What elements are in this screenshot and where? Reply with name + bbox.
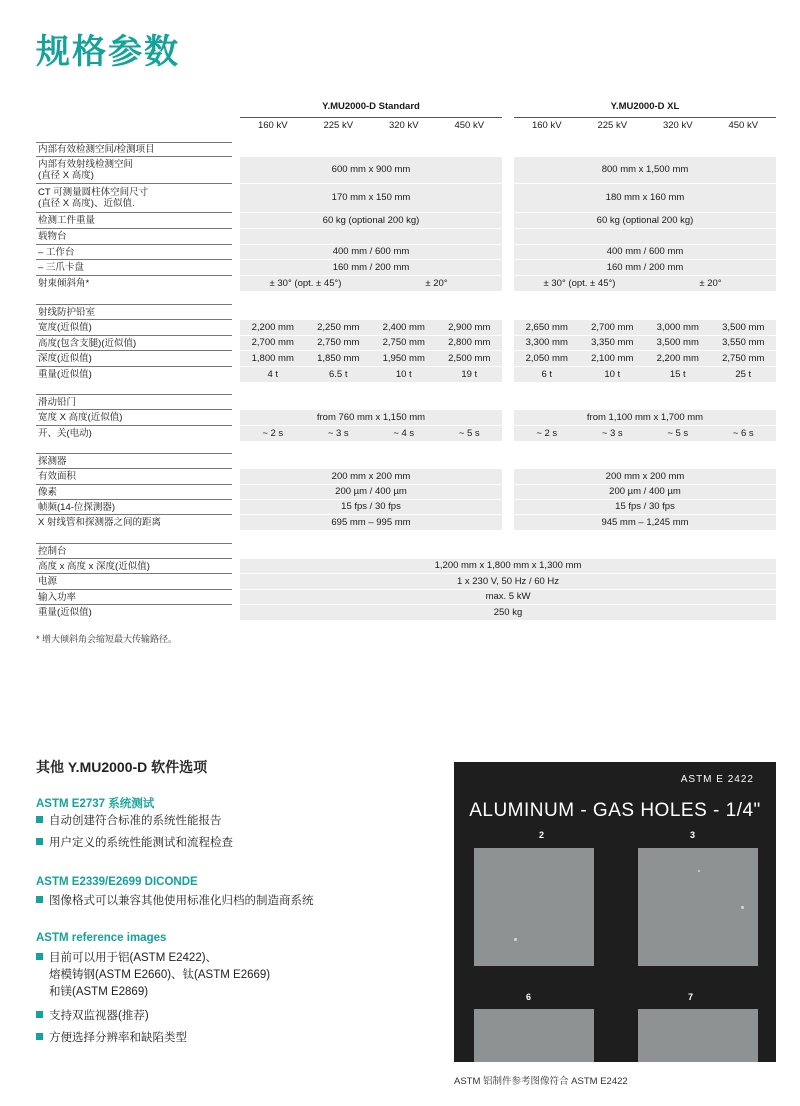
standard-value: 170 mm x 150 mm <box>331 192 411 203</box>
sample-plate <box>474 848 594 966</box>
kv-label: 320 kV <box>388 120 419 131</box>
astm-reference-image <box>454 762 776 1062</box>
xl-value: from 1,100 mm x 1,700 mm <box>586 411 704 423</box>
model-xl-header: Y.MU2000-D XL <box>610 101 680 112</box>
spec-row <box>36 366 776 382</box>
standard-value: ± 30° (opt. ± 45°) <box>269 277 342 289</box>
spec-row <box>36 514 776 530</box>
section-header <box>36 394 776 409</box>
spec-row <box>36 275 776 291</box>
row-label: – 工作台 <box>36 244 232 259</box>
standard-value: 2,750 mm <box>382 337 425 348</box>
list-item: 用户定义的系统性能测试和流程检查 <box>36 835 233 852</box>
xl-value: ~ 5 s <box>667 427 689 439</box>
xl-value: ~ 2 s <box>536 427 558 439</box>
spec-row <box>36 156 776 183</box>
standard-value: 200 mm x 200 mm <box>331 470 411 482</box>
standard-value: 60 kg (optional 200 kg) <box>322 214 420 226</box>
model-standard-header: Y.MU2000-D Standard <box>322 101 420 112</box>
spec-row <box>36 228 776 244</box>
xl-value: 400 mm / 600 mm <box>606 246 684 257</box>
list-item: 支持双监视器(推荐) <box>36 1008 149 1025</box>
subheading-astm-e2737: ASTM E2737 系统测试 <box>36 798 155 810</box>
xl-value: 2,700 mm <box>591 321 634 333</box>
section-title: 内部有效检测空间/检测项目 <box>36 142 232 156</box>
astm-title: ALUMINUM - GAS HOLES - 1/4" <box>469 800 761 821</box>
spec-row <box>36 573 776 589</box>
xl-value: ~ 3 s <box>601 427 623 439</box>
bullet-icon <box>36 953 43 960</box>
xl-value: 800 mm x 1,500 mm <box>601 164 689 175</box>
xl-value: 3,500 mm <box>722 321 765 333</box>
spec-row <box>36 484 776 499</box>
section-header <box>36 543 776 558</box>
xl-value: 25 t <box>735 368 752 380</box>
list-item: 目前可以用于铝(ASTM E2422)、 熔模铸钢(ASTM E2660)、钛(ASTM E2669) 和镁(ASTM E2869) <box>36 950 270 1001</box>
section-title: 射线防护铅室 <box>36 304 232 319</box>
spec-row <box>36 335 776 350</box>
row-label: 高度 x 高度 x 深度(近似值) <box>36 558 232 573</box>
plate-number: 2 <box>539 830 545 840</box>
list-item: 图像格式可以兼容其他使用标准化归档的制造商系统 <box>36 893 314 910</box>
spec-row <box>36 409 776 425</box>
section-title: 探测器 <box>36 453 232 468</box>
xl-value: 15 t <box>669 368 686 380</box>
bullet-icon <box>36 816 43 823</box>
row-label: – 三爪卡盘 <box>36 259 232 275</box>
xl-value: 160 mm / 200 mm <box>606 261 684 273</box>
xl-value: 2,200 mm <box>656 352 699 364</box>
standard-value: 160 mm / 200 mm <box>332 261 410 273</box>
kv-label: 160 kV <box>257 120 288 131</box>
section-header <box>36 142 776 156</box>
kv-row-standard <box>240 117 502 132</box>
standard-value: 6.5 t <box>329 368 348 380</box>
spec-row <box>36 244 776 259</box>
standard-value: 2,500 mm <box>448 352 491 364</box>
astm-code: ASTM E 2422 <box>680 774 754 785</box>
bullet-icon <box>36 896 43 903</box>
spec-row <box>36 604 776 620</box>
kv-label: 160 kV <box>531 120 562 131</box>
xl-value: 3,350 mm <box>591 337 634 348</box>
xl-value: 10 t <box>604 368 621 380</box>
kv-label: 225 kV <box>597 120 628 131</box>
xl-value: 6 t <box>541 368 553 380</box>
xl-value: ± 30° (opt. ± 45°) <box>543 277 616 289</box>
kv-row-xl <box>514 117 776 132</box>
xl-value: 2,650 mm <box>525 321 568 333</box>
subheading-diconde: ASTM E2339/E2699 DICONDE <box>36 876 198 888</box>
sample-plate <box>638 848 758 966</box>
standard-value: ~ 4 s <box>393 427 415 439</box>
spec-row <box>36 468 776 484</box>
row-label: 有效面积 <box>36 468 232 484</box>
row-label: X 射线管和探测器之间的距离 <box>36 514 232 530</box>
spec-row <box>36 259 776 275</box>
kv-label: 450 kV <box>728 120 759 131</box>
row-label: 宽度(近似值) <box>36 319 232 335</box>
standard-value: 200 µm / 400 µm <box>335 486 407 497</box>
sample-plate <box>638 1009 758 1062</box>
spec-row <box>36 558 776 573</box>
standard-value: ~ 2 s <box>262 427 284 439</box>
plate-number: 3 <box>690 830 696 840</box>
row-label: 重量(近似值) <box>36 366 232 382</box>
xl-value: 15 fps / 30 fps <box>615 501 675 512</box>
kv-label: 320 kV <box>662 120 693 131</box>
standard-value: 695 mm – 995 mm <box>331 516 411 528</box>
kv-label: 225 kV <box>323 120 354 131</box>
footnote: * 增大倾斜角会缩短最大传输路径。 <box>36 634 178 644</box>
row-label: 帧频(14-位探测器) <box>36 499 232 514</box>
row-label: 高度(包含支腿)(近似值) <box>36 335 232 350</box>
software-title: 其他 Y.MU2000-D 软件选项 <box>36 759 208 775</box>
xl-value: 3,550 mm <box>722 337 765 348</box>
standard-value: ± 20° <box>425 277 448 289</box>
row-label: 重量(近似值) <box>36 604 232 620</box>
xl-value: 3,300 mm <box>525 337 568 348</box>
xl-value: 200 mm x 200 mm <box>605 470 685 482</box>
spec-row <box>36 425 776 441</box>
xl-value: 3,500 mm <box>656 337 699 348</box>
standard-value: 15 fps / 30 fps <box>341 501 401 512</box>
standard-value: 2,800 mm <box>448 337 491 348</box>
standard-value: 4 t <box>267 368 279 380</box>
list-item: 方便选择分辨率和缺陷类型 <box>36 1030 187 1047</box>
xl-value: 3,000 mm <box>656 321 699 333</box>
standard-value: 600 mm x 900 mm <box>331 164 411 175</box>
xl-value: 60 kg (optional 200 kg) <box>596 214 694 226</box>
standard-value: 2,250 mm <box>317 321 360 333</box>
section-header <box>36 304 776 319</box>
xl-value: 180 mm x 160 mm <box>605 192 685 203</box>
section-title: 控制台 <box>36 543 232 558</box>
row-label: 输入功率 <box>36 589 232 604</box>
row-label: 检测工件重量 <box>36 212 232 228</box>
xl-value: 2,100 mm <box>591 352 634 364</box>
standard-value: 2,750 mm <box>317 337 360 348</box>
standard-value: 1,850 mm <box>317 352 360 364</box>
row-label: 像素 <box>36 484 232 499</box>
spec-row <box>36 589 776 604</box>
standard-value: 2,200 mm <box>251 321 294 333</box>
row-label: 宽度 X 高度(近似值) <box>36 409 232 425</box>
standard-value: 2,400 mm <box>382 321 425 333</box>
console-value: 1 x 230 V, 50 Hz / 60 Hz <box>456 575 560 587</box>
spec-row <box>36 350 776 366</box>
section-header <box>36 453 776 468</box>
standard-value: 2,900 mm <box>448 321 491 333</box>
section-title: 滑动铅门 <box>36 394 232 409</box>
list-item: 自动创建符合标准的系统性能报告 <box>36 813 222 830</box>
bullet-icon <box>36 838 43 845</box>
row-label: 射束倾斜角* <box>36 275 232 291</box>
standard-value: ~ 5 s <box>458 427 480 439</box>
standard-value: from 760 mm x 1,150 mm <box>316 411 426 423</box>
row-label: CT 可测量圆柱体空间尺寸 (直径 X 高度)、近似值. <box>36 183 232 212</box>
bullet-icon <box>36 1033 43 1040</box>
subheading-reference-images: ASTM reference images <box>36 932 167 944</box>
standard-value: 400 mm / 600 mm <box>332 246 410 257</box>
xl-value: 2,750 mm <box>722 352 765 364</box>
xl-value: 945 mm – 1,245 mm <box>601 516 689 528</box>
spec-row <box>36 319 776 335</box>
spec-row <box>36 499 776 514</box>
row-label: 开、关(电动) <box>36 425 232 441</box>
spec-row <box>36 212 776 228</box>
standard-value: 2,700 mm <box>251 337 294 348</box>
row-label: 电源 <box>36 573 232 589</box>
plate-number: 7 <box>688 992 694 1002</box>
page-title: 规格参数 <box>36 33 180 71</box>
console-value: max. 5 kW <box>485 591 531 602</box>
row-label: 内部有效射线检测空间 (直径 X 高度) <box>36 156 232 183</box>
image-caption: ASTM 铝制件参考图像符合 ASTM E2422 <box>454 1076 628 1087</box>
standard-value: 19 t <box>461 368 478 380</box>
console-value: 1,200 mm x 1,800 mm x 1,300 mm <box>434 560 582 571</box>
row-label: 深度(近似值) <box>36 350 232 366</box>
xl-value: 2,050 mm <box>525 352 568 364</box>
xl-value: ~ 6 s <box>732 427 754 439</box>
bullet-icon <box>36 1011 43 1018</box>
plate-number: 6 <box>526 992 532 1002</box>
kv-label: 450 kV <box>454 120 485 131</box>
xl-value: ± 20° <box>699 277 722 289</box>
xl-value: 200 µm / 400 µm <box>609 486 681 497</box>
console-value: 250 kg <box>493 606 523 618</box>
sample-plate <box>474 1009 594 1062</box>
row-label: 载物台 <box>36 228 232 244</box>
standard-value: 1,950 mm <box>382 352 425 364</box>
standard-value: 10 t <box>395 368 412 380</box>
spec-row <box>36 183 776 212</box>
standard-value: 1,800 mm <box>251 352 294 364</box>
standard-value: ~ 3 s <box>327 427 349 439</box>
